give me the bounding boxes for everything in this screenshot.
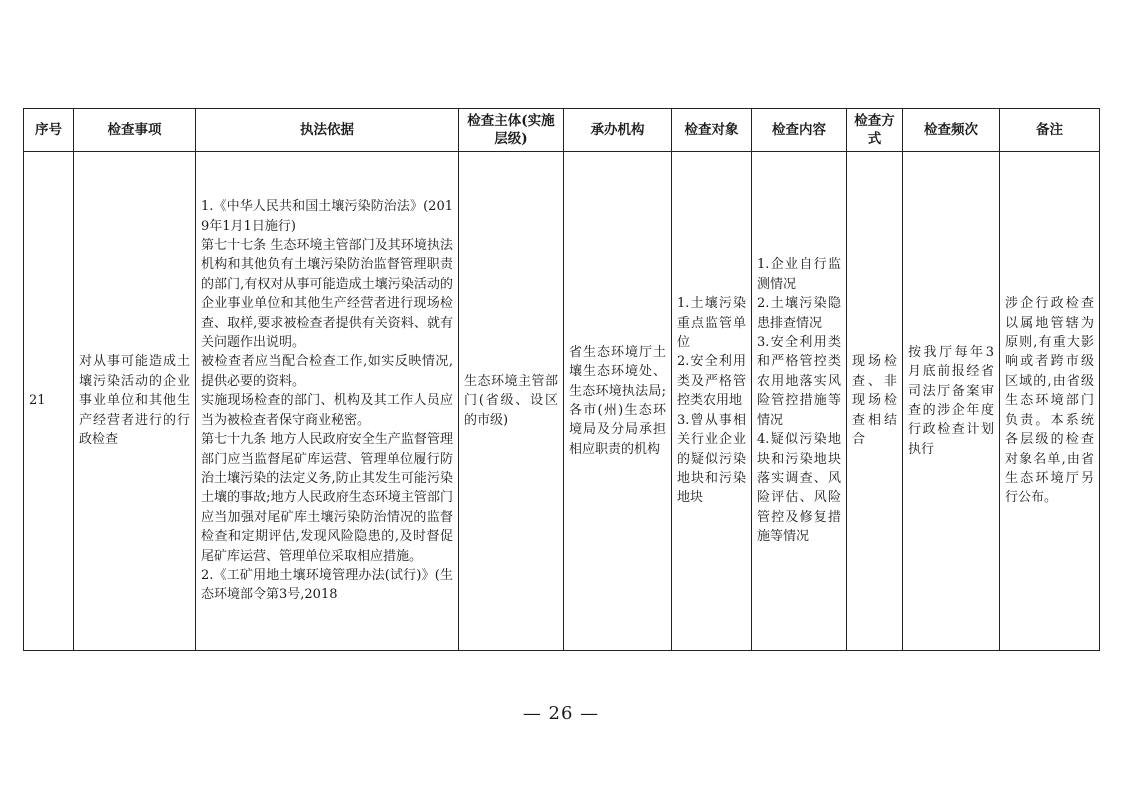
remarks-cell: 涉企行政检查以属地管辖为原则,有重大影响或者跨市级区域的,由省级生态环境部门负责。本系统各层级的检查对象名单,由省生态环境厅另行公布。 bbox=[1000, 152, 1100, 651]
header-cell: 检查频次 bbox=[903, 109, 1000, 152]
legal-basis-paragraph: 第七十七条 生态环境主管部门及其环境执法机构和其他负有土壤污染防治监督管理职责的部门,有权对从事可能造成土壤污染活动的企业事业单位和其他生产经营者进行现场检查、取样,要求被检查者提供有关资料、就有关问题作出说明。 bbox=[201, 238, 453, 351]
header-cell: 检查方式 bbox=[847, 109, 903, 152]
legal-basis-paragraph: 第七十九条 地方人民政府安全生产监督管理部门应当监督尾矿库运营、管理单位履行防治土壤污染的法定义务,防止其发生可能污染土壤的事故;地方人民政府生态环境主管部门应当加强对尾矿库土壤污染防治情况的监督检查和定期评估,发现风险隐患的,及时督促尾矿库运营、管理单位采取相应措施。 bbox=[201, 432, 453, 564]
header-cell: 检查对象 bbox=[672, 109, 752, 152]
header-cell: 检查内容 bbox=[752, 109, 847, 152]
inspection-item-cell: 对从事可能造成土壤污染活动的企业事业单位和其他生产经营者进行的行政检查 bbox=[74, 152, 196, 651]
row-number-cell: 21 bbox=[24, 152, 74, 651]
inspection-table bbox=[23, 108, 1100, 651]
header-cell: 序号 bbox=[24, 109, 74, 152]
legal-basis-cell bbox=[196, 152, 459, 651]
inspection-content-cell: 1.企业自行监测情况 2.土壤污染隐患排查情况 3.安全利用类和严格管控类农用地落实风险管控措施等情况 4.疑似污染地块和污染地块落实调查、风险评估、风险管控及修复措施等情况 bbox=[752, 152, 847, 651]
inspection-targets-cell: 1.土壤污染重点监管单位 2.安全利用类及严格管控类农用地 3.曾从事相关行业企业的疑似污染地块和污染地块 bbox=[672, 152, 752, 651]
legal-basis-paragraph: 1.《中华人民共和国土壤污染防治法》(2019年1月1日施行) bbox=[201, 199, 453, 234]
inspection-frequency-cell: 按我厅每年3月底前报经省司法厅备案审查的涉企年度行政检查计划执行 bbox=[903, 152, 1000, 651]
header-cell: 备注 bbox=[1000, 109, 1100, 152]
header-cell: 检查事项 bbox=[74, 109, 196, 152]
header-cell: 承办机构 bbox=[564, 109, 672, 152]
legal-basis-paragraph: 2.《工矿用地土壤环境管理办法(试行)》(生态环境部令第3号,2018 bbox=[201, 567, 453, 603]
table-row bbox=[24, 152, 1100, 651]
handling-agency-cell: 省生态环境厅土壤生态环境处、生态环境执法局;各市(州)生态环境局及分局承担相应职责的机构 bbox=[564, 152, 672, 651]
page-number: — 26 — bbox=[522, 703, 600, 724]
header-cell: 检查主体(实施层级) bbox=[459, 109, 564, 152]
legal-basis-paragraph: 实施现场检查的部门、机构及其工作人员应当为被检查者保守商业秘密。 bbox=[201, 393, 453, 428]
inspection-method-cell: 现场检查、非现场检查相结合 bbox=[847, 152, 903, 651]
inspection-subject-cell: 生态环境主管部门(省级、设区的市级) bbox=[459, 152, 564, 651]
header-cell: 执法依据 bbox=[196, 109, 459, 152]
legal-basis-paragraph: 被检查者应当配合检查工作,如实反映情况,提供必要的资料。 bbox=[201, 354, 453, 389]
table-header-row bbox=[24, 109, 1100, 152]
